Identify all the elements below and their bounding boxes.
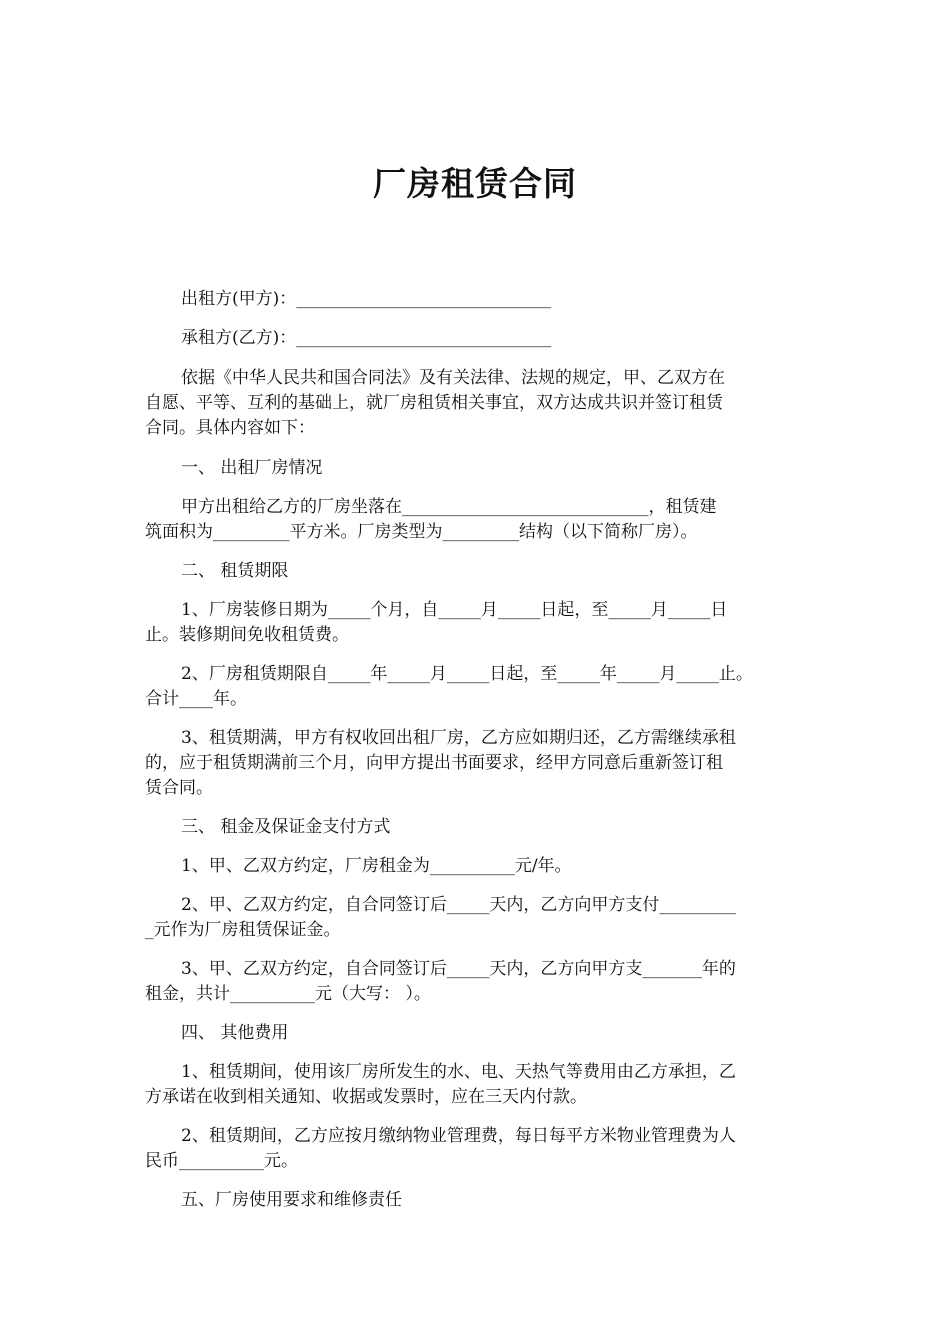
clause-line: 2、租赁期间，乙方应按月缴纳物业管理费，每日每平方米物业管理费为人	[181, 1126, 736, 1146]
clause-line: 止。装修期间免收租赁费。	[145, 625, 349, 645]
lessor-line: 出租方(甲方)：______________________________	[181, 289, 552, 309]
section-heading-3: 三、 租金及保证金支付方式	[181, 817, 391, 837]
clause-line: 3、租赁期满，甲方有权收回出租厂房，乙方应如期归还，乙方需继续承租	[181, 728, 736, 748]
clause-line: 方承诺在收到相关通知、收据或发票时，应在三天内付款。	[145, 1087, 587, 1107]
preamble-line: 自愿、平等、互利的基础上，就厂房租赁相关事宜，双方达成共识并签订租赁	[145, 393, 723, 413]
clause-line: 1、租赁期间，使用该厂房所发生的水、电、天热气等费用由乙方承担，乙	[181, 1062, 736, 1082]
clause-line: 筑面积为_________平方米。厂房类型为_________结构（以下简称厂房）。	[145, 522, 698, 542]
clause-line: 3、甲、乙双方约定，自合同签订后_____天内，乙方向甲方支_______年的	[181, 959, 736, 979]
preamble-line: 依据《中华人民共和国合同法》及有关法律、法规的规定，甲、乙双方在	[181, 368, 725, 388]
clause-line: 租金，共计__________元（大写： ）。	[145, 984, 431, 1004]
clause-line: 2、甲、乙双方约定，自合同签订后_____天内，乙方向甲方支付_________	[181, 895, 736, 915]
clause-line: 1、甲、乙双方约定，厂房租金为__________元/年。	[181, 856, 572, 876]
clause-line: _元作为厂房租赁保证金。	[145, 920, 341, 940]
section-heading-2: 二、 租赁期限	[181, 561, 289, 581]
clause-line: 1、厂房装修日期为_____个月，自_____月_____日起，至_____月_____日	[181, 600, 728, 620]
clause-line: 赁合同。	[145, 778, 213, 798]
clause-line: 合计____年。	[145, 689, 247, 709]
lessee-line: 承租方(乙方)：______________________________	[181, 328, 552, 348]
section-heading-5: 五、厂房使用要求和维修责任	[181, 1190, 402, 1210]
clause-line: 的，应于租赁期满前三个月，向甲方提出书面要求，经甲方同意后重新签订租	[145, 753, 723, 773]
clause-line: 2、厂房租赁期限自_____年_____月_____日起，至_____年_____月_____止。	[181, 664, 753, 684]
section-heading-1: 一、 出租厂房情况	[181, 458, 323, 478]
section-heading-4: 四、 其他费用	[181, 1023, 289, 1043]
preamble-line: 合同。具体内容如下：	[145, 418, 315, 438]
clause-line: 甲方出租给乙方的厂房坐落在_____________________________，租赁建	[181, 497, 717, 517]
document-title: 厂房租赁合同	[373, 164, 577, 203]
clause-line: 民币__________元。	[145, 1151, 298, 1171]
